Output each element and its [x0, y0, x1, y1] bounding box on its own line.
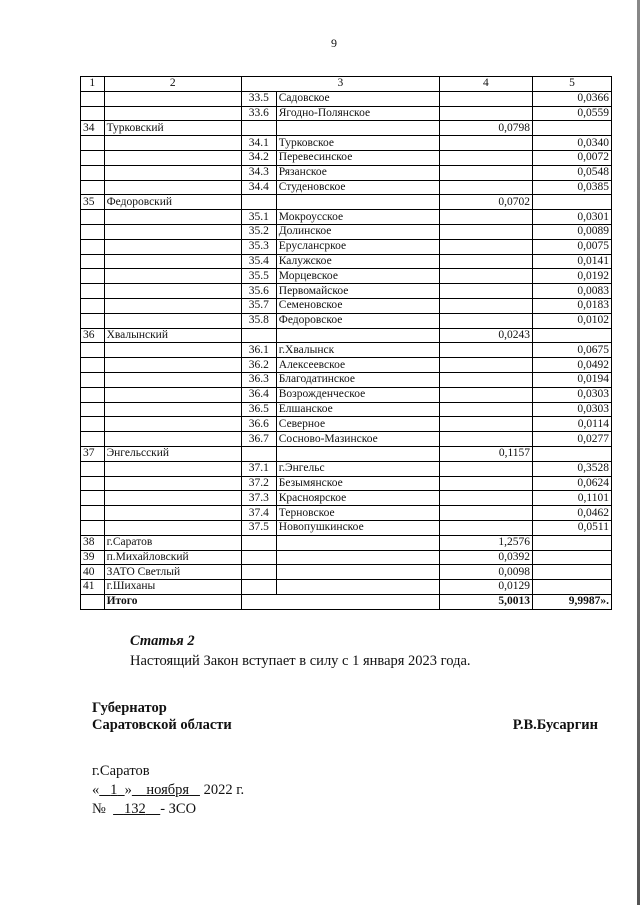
row-number-cell	[81, 269, 105, 284]
table-row	[81, 180, 612, 195]
district-share-cell	[439, 343, 532, 358]
district-share-cell	[439, 239, 532, 254]
row-number-cell: 40	[81, 565, 105, 580]
district-name-cell	[104, 520, 241, 535]
subunit-code-cell: 35.8	[241, 313, 276, 328]
subunit-code-cell: 34.2	[241, 150, 276, 165]
subunit-code-cell: 36.1	[241, 343, 276, 358]
date-month: ноября	[146, 782, 190, 798]
row-number-cell	[81, 165, 105, 180]
subunit-code-cell	[241, 535, 276, 550]
subunit-code-cell: 36.6	[241, 417, 276, 432]
footer-city: г.Саратов	[92, 763, 150, 779]
district-name-cell	[104, 165, 241, 180]
subunit-code-cell: 35.5	[241, 269, 276, 284]
header-cell-1: 1	[81, 77, 105, 92]
row-number-cell	[81, 461, 105, 476]
subunit-name-cell: Мокроусское	[276, 210, 439, 225]
table-row	[81, 269, 612, 284]
subunit-code-cell	[241, 580, 276, 595]
subunit-name-cell	[276, 580, 439, 595]
row-number-cell: 35	[81, 195, 105, 210]
row-number-cell	[81, 402, 105, 417]
subunit-name-cell: Морцевское	[276, 269, 439, 284]
row-number-cell	[81, 136, 105, 151]
table-row	[81, 224, 612, 239]
district-share-cell	[439, 491, 532, 506]
district-name-cell	[104, 150, 241, 165]
subunit-name-cell: Ягодно-Полянское	[276, 106, 439, 121]
subunit-share-cell: 0,0141	[533, 254, 612, 269]
subunit-share-cell: 0,0385	[533, 180, 612, 195]
row-number-cell	[81, 150, 105, 165]
subunit-share-cell	[533, 550, 612, 565]
table-row	[81, 136, 612, 151]
district-name-cell	[104, 239, 241, 254]
subunit-name-cell: Сосново-Мазинское	[276, 432, 439, 447]
district-share-cell	[439, 387, 532, 402]
district-share-cell	[439, 298, 532, 313]
subunit-share-cell: 0,0192	[533, 269, 612, 284]
subunit-name-cell: Калужское	[276, 254, 439, 269]
row-number-cell	[81, 313, 105, 328]
table-row	[81, 432, 612, 447]
subunit-code-cell: 37.1	[241, 461, 276, 476]
district-name-cell	[104, 402, 241, 417]
subunit-name-cell	[276, 565, 439, 580]
number-value: 132	[123, 801, 146, 817]
district-share-cell	[439, 506, 532, 521]
row-number-cell	[81, 254, 105, 269]
signatory-name: Р.В.Бусаргин	[512, 717, 598, 733]
footer-law-number	[92, 800, 244, 819]
header-cell-5: 5	[533, 77, 612, 92]
table-row	[81, 417, 612, 432]
subunit-code-cell: 37.2	[241, 476, 276, 491]
total-subunit-share: 9,9987».	[533, 594, 612, 609]
subunit-share-cell: 0,0492	[533, 358, 612, 373]
subunit-code-cell: 37.5	[241, 520, 276, 535]
district-name-cell: г.Саратов	[104, 535, 241, 550]
table-row	[81, 535, 612, 550]
district-share-cell: 0,0098	[439, 565, 532, 580]
footer-date	[92, 781, 244, 800]
date-year: 2022 г.	[203, 782, 245, 798]
row-number-cell	[81, 491, 105, 506]
subunit-name-cell: Возрожденческое	[276, 387, 439, 402]
document-footer	[92, 762, 244, 819]
subunit-name-cell: Перевесинское	[276, 150, 439, 165]
district-name-cell: Энгельсский	[104, 446, 241, 461]
subunit-name-cell: Первомайское	[276, 284, 439, 299]
subunit-share-cell: 0,0075	[533, 239, 612, 254]
header-cell-2: 2	[104, 77, 241, 92]
subunit-name-cell	[276, 121, 439, 136]
table-body	[81, 77, 612, 610]
subunit-name-cell: Безымянское	[276, 476, 439, 491]
subunit-name-cell	[276, 550, 439, 565]
subunit-share-cell: 0,0340	[533, 136, 612, 151]
subunit-code-cell: 34.1	[241, 136, 276, 151]
row-number-cell	[81, 520, 105, 535]
subunit-share-cell: 0,0462	[533, 506, 612, 521]
table-row	[81, 239, 612, 254]
subunit-name-cell: Елшанское	[276, 402, 439, 417]
table-row	[81, 91, 612, 106]
number-prefix: №	[92, 801, 106, 817]
subunit-name-cell: г.Хвалынск	[276, 343, 439, 358]
subunit-share-cell: 0,0183	[533, 298, 612, 313]
table-header-row	[81, 77, 612, 92]
number-suffix: - ЗСО	[160, 801, 197, 817]
row-number-cell: 39	[81, 550, 105, 565]
row-number-cell	[81, 239, 105, 254]
table-row	[81, 461, 612, 476]
table-row	[81, 402, 612, 417]
district-share-cell	[439, 106, 532, 121]
district-share-cell	[439, 461, 532, 476]
subunit-name-cell: Федоровское	[276, 313, 439, 328]
article-title: Статья 2	[130, 633, 195, 649]
table-row	[81, 491, 612, 506]
total-empty-cell	[81, 594, 105, 609]
table-row	[81, 580, 612, 595]
subunit-share-cell	[533, 446, 612, 461]
district-share-cell: 0,0392	[439, 550, 532, 565]
district-share-cell	[439, 372, 532, 387]
subunit-share-cell: 0,0366	[533, 91, 612, 106]
row-number-cell	[81, 372, 105, 387]
row-number-cell: 37	[81, 446, 105, 461]
header-cell-4: 4	[439, 77, 532, 92]
district-share-cell	[439, 432, 532, 447]
district-name-cell	[104, 284, 241, 299]
district-name-cell	[104, 432, 241, 447]
subunit-name-cell: Студеновское	[276, 180, 439, 195]
district-share-cell	[439, 476, 532, 491]
subunit-code-cell: 35.1	[241, 210, 276, 225]
signature-title-line1: Губернатор	[92, 700, 167, 716]
subunit-name-cell: Терновское	[276, 506, 439, 521]
district-name-cell	[104, 91, 241, 106]
subunit-name-cell: Алексеевское	[276, 358, 439, 373]
subunit-name-cell: Еруслансркое	[276, 239, 439, 254]
table-row	[81, 150, 612, 165]
subunit-code-cell: 36.5	[241, 402, 276, 417]
article-2	[130, 633, 471, 670]
row-number-cell	[81, 343, 105, 358]
subunit-name-cell: Рязанское	[276, 165, 439, 180]
table-row	[81, 520, 612, 535]
row-number-cell	[81, 417, 105, 432]
subunit-code-cell	[241, 550, 276, 565]
district-name-cell	[104, 254, 241, 269]
district-share-cell	[439, 210, 532, 225]
date-day: 1	[110, 782, 118, 798]
subunit-share-cell: 0,0089	[533, 224, 612, 239]
table-row	[81, 565, 612, 580]
district-share-cell	[439, 165, 532, 180]
district-share-cell: 1,2576	[439, 535, 532, 550]
district-share-cell	[439, 402, 532, 417]
subunit-code-cell: 36.2	[241, 358, 276, 373]
district-share-cell	[439, 284, 532, 299]
signature-block	[92, 700, 612, 734]
district-name-cell	[104, 343, 241, 358]
subunit-code-cell	[241, 565, 276, 580]
article-text: Настоящий Закон вступает в силу с 1 января 2023 года.	[130, 653, 471, 669]
table-row	[81, 476, 612, 491]
subunit-name-cell: Турковское	[276, 136, 439, 151]
subunit-share-cell	[533, 565, 612, 580]
district-share-cell: 0,0129	[439, 580, 532, 595]
subunit-share-cell: 0,0548	[533, 165, 612, 180]
subunit-share-cell: 0,0301	[533, 210, 612, 225]
subunit-name-cell: Садовское	[276, 91, 439, 106]
subunit-name-cell: г.Энгельс	[276, 461, 439, 476]
subunit-share-cell	[533, 535, 612, 550]
district-share-cell	[439, 224, 532, 239]
district-share-cell	[439, 520, 532, 535]
district-name-cell	[104, 313, 241, 328]
district-name-cell	[104, 372, 241, 387]
row-number-cell	[81, 224, 105, 239]
subunit-code-cell	[241, 121, 276, 136]
subunit-share-cell: 0,0511	[533, 520, 612, 535]
subunit-share-cell: 0,0624	[533, 476, 612, 491]
district-name-cell: ЗАТО Светлый	[104, 565, 241, 580]
subunit-name-cell: Долинское	[276, 224, 439, 239]
subunit-share-cell: 0,0114	[533, 417, 612, 432]
table-row	[81, 313, 612, 328]
table-row	[81, 165, 612, 180]
table-row	[81, 343, 612, 358]
subunit-share-cell: 0,0675	[533, 343, 612, 358]
row-number-cell: 34	[81, 121, 105, 136]
subunit-code-cell: 36.4	[241, 387, 276, 402]
district-share-cell: 0,0243	[439, 328, 532, 343]
subunit-code-cell: 35.7	[241, 298, 276, 313]
subunit-share-cell: 0,1101	[533, 491, 612, 506]
subunit-code-cell: 37.4	[241, 506, 276, 521]
subunit-name-cell: Семеновское	[276, 298, 439, 313]
subunit-share-cell: 0,0303	[533, 402, 612, 417]
table-row	[81, 106, 612, 121]
district-share-cell: 0,0798	[439, 121, 532, 136]
table-row	[81, 210, 612, 225]
subunit-code-cell: 34.3	[241, 165, 276, 180]
table-row	[81, 387, 612, 402]
row-number-cell	[81, 298, 105, 313]
row-number-cell	[81, 210, 105, 225]
subunit-name-cell: Красноярское	[276, 491, 439, 506]
district-name-cell	[104, 136, 241, 151]
row-number-cell: 38	[81, 535, 105, 550]
row-number-cell: 41	[81, 580, 105, 595]
signature-title-line2: Саратовской области	[92, 717, 232, 733]
header-cell-3: 3	[241, 77, 439, 92]
district-share-cell: 0,0702	[439, 195, 532, 210]
table-row	[81, 195, 612, 210]
table-row	[81, 372, 612, 387]
date-open-quote: «	[92, 782, 100, 798]
subunit-share-cell: 0,0083	[533, 284, 612, 299]
subunit-name-cell	[276, 535, 439, 550]
subunit-share-cell: 0,0072	[533, 150, 612, 165]
subunit-code-cell: 36.3	[241, 372, 276, 387]
row-number-cell: 36	[81, 328, 105, 343]
row-number-cell	[81, 106, 105, 121]
district-share-cell	[439, 417, 532, 432]
subunit-share-cell	[533, 195, 612, 210]
subunit-code-cell: 35.6	[241, 284, 276, 299]
district-name-cell	[104, 106, 241, 121]
table-row	[81, 446, 612, 461]
page-number: 9	[331, 36, 337, 50]
row-number-cell	[81, 358, 105, 373]
total-empty-cell	[241, 594, 439, 609]
row-number-cell	[81, 506, 105, 521]
district-name-cell	[104, 491, 241, 506]
district-share-cell	[439, 136, 532, 151]
total-label: Итого	[104, 594, 241, 609]
district-share-cell	[439, 269, 532, 284]
row-number-cell	[81, 180, 105, 195]
district-share-cell	[439, 180, 532, 195]
district-name-cell	[104, 476, 241, 491]
subunit-name-cell: Северное	[276, 417, 439, 432]
subunit-name-cell: Новопушкинское	[276, 520, 439, 535]
row-number-cell	[81, 476, 105, 491]
district-name-cell	[104, 461, 241, 476]
subunit-share-cell: 0,0559	[533, 106, 612, 121]
subunit-name-cell: Благодатинское	[276, 372, 439, 387]
district-name-cell: Турковский	[104, 121, 241, 136]
subunit-code-cell: 35.3	[241, 239, 276, 254]
table-total-row	[81, 594, 612, 609]
district-share-cell	[439, 150, 532, 165]
table-row	[81, 284, 612, 299]
district-name-cell	[104, 269, 241, 284]
district-name-cell: Хвалынский	[104, 328, 241, 343]
table-row	[81, 298, 612, 313]
district-name-cell	[104, 224, 241, 239]
subunit-share-cell: 0,0303	[533, 387, 612, 402]
district-name-cell	[104, 387, 241, 402]
district-share-cell	[439, 313, 532, 328]
table-row	[81, 358, 612, 373]
table-row	[81, 550, 612, 565]
subunit-code-cell: 35.2	[241, 224, 276, 239]
district-name-cell	[104, 358, 241, 373]
subunit-code-cell: 35.4	[241, 254, 276, 269]
district-name-cell: г.Шиханы	[104, 580, 241, 595]
subunit-name-cell	[276, 195, 439, 210]
district-name-cell	[104, 210, 241, 225]
subunit-code-cell	[241, 195, 276, 210]
subunit-share-cell: 0,0277	[533, 432, 612, 447]
subunit-code-cell	[241, 446, 276, 461]
row-number-cell	[81, 387, 105, 402]
district-name-cell: п.Михайловский	[104, 550, 241, 565]
district-name-cell	[104, 506, 241, 521]
district-name-cell	[104, 298, 241, 313]
row-number-cell	[81, 91, 105, 106]
subunit-code-cell: 37.3	[241, 491, 276, 506]
subunit-share-cell: 0,3528	[533, 461, 612, 476]
table-row	[81, 506, 612, 521]
district-name-cell: Федоровский	[104, 195, 241, 210]
allocation-table	[80, 76, 612, 610]
table-row	[81, 328, 612, 343]
subunit-name-cell	[276, 328, 439, 343]
subunit-share-cell	[533, 121, 612, 136]
subunit-code-cell: 33.6	[241, 106, 276, 121]
subunit-code-cell	[241, 328, 276, 343]
table-row	[81, 121, 612, 136]
district-name-cell	[104, 417, 241, 432]
subunit-share-cell	[533, 328, 612, 343]
subunit-name-cell	[276, 446, 439, 461]
district-share-cell	[439, 254, 532, 269]
subunit-share-cell: 0,0102	[533, 313, 612, 328]
district-share-cell	[439, 358, 532, 373]
subunit-code-cell: 36.7	[241, 432, 276, 447]
district-name-cell	[104, 180, 241, 195]
district-share-cell	[439, 91, 532, 106]
subunit-code-cell: 33.5	[241, 91, 276, 106]
subunit-share-cell: 0,0194	[533, 372, 612, 387]
row-number-cell	[81, 432, 105, 447]
table-row	[81, 254, 612, 269]
subunit-share-cell	[533, 580, 612, 595]
row-number-cell	[81, 284, 105, 299]
date-close-quote: »	[124, 782, 132, 798]
total-district-share: 5,0013	[439, 594, 532, 609]
district-share-cell: 0,1157	[439, 446, 532, 461]
subunit-code-cell: 34.4	[241, 180, 276, 195]
